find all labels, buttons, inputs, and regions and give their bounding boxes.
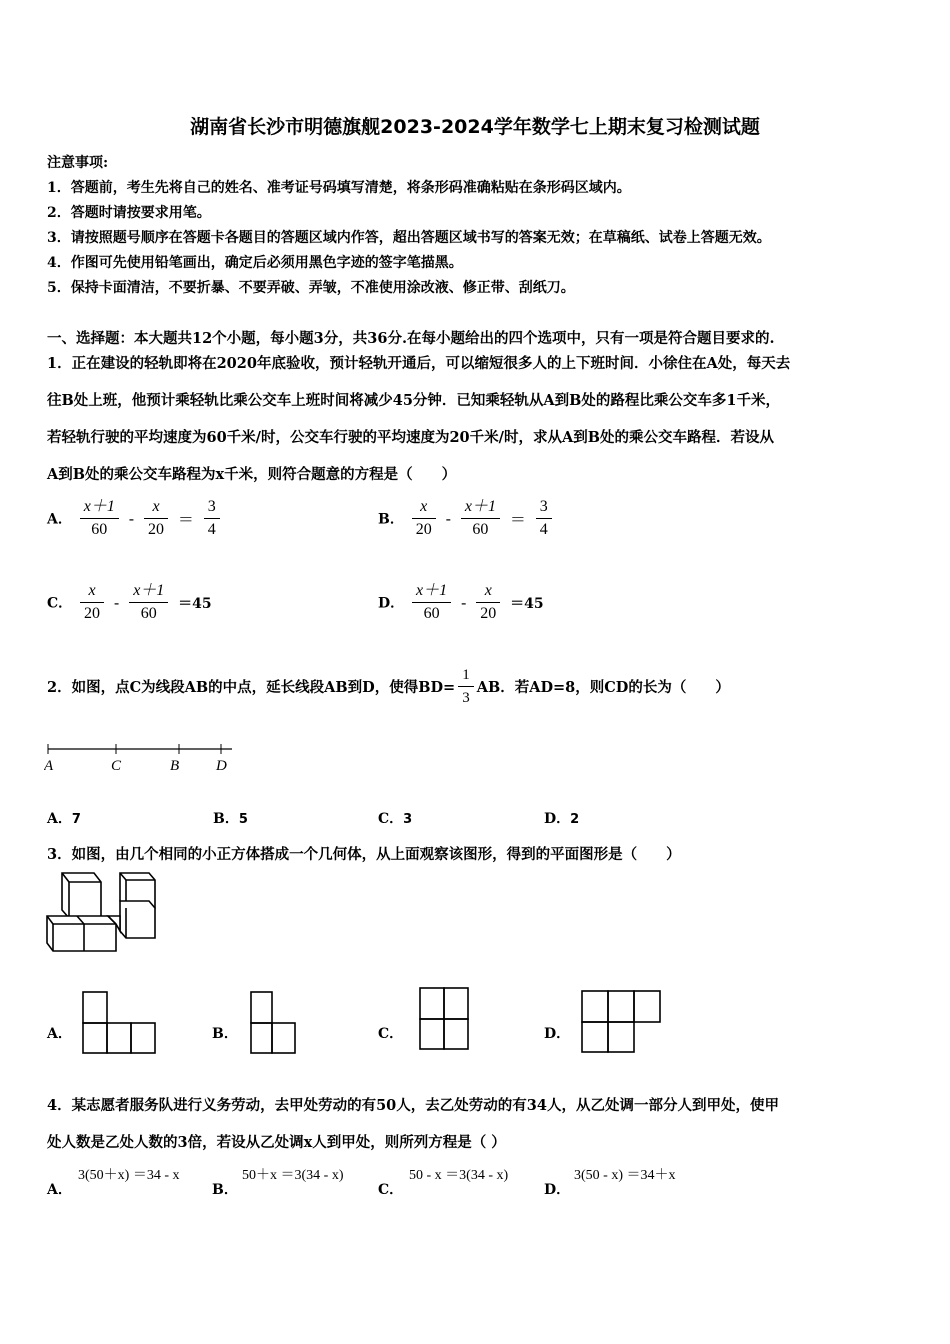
q4-option-d[interactable]: D． — [544, 1182, 571, 1198]
q1-option-c[interactable]: C． $\frac{x}{20}$ - $\frac{x+1}{60}$ ＝45 — [47, 580, 214, 625]
q3-option-b[interactable]: B． — [212, 1026, 238, 1042]
q1-line: 1．正在建设的轻轨即将在2020年底验收，预计轻轨开通后，可以缩短很多人的上下班时间．小徐住在A处，每天去 — [47, 355, 791, 372]
point-label-c: C — [111, 758, 122, 774]
fraction: $\frac{x+1}{60}$ — [412, 580, 451, 625]
q4-option-c-expr: 50 - x ＝3(34 - x) — [409, 1168, 509, 1183]
cube-figure — [46, 872, 158, 954]
q3-option-b-figure — [250, 991, 298, 1055]
notice-heading: 注意事项: — [47, 155, 109, 171]
segment-diagram — [44, 742, 244, 776]
fraction: $\frac{x+1}{60}$ — [80, 496, 119, 541]
q3-option-d[interactable]: D． — [544, 1026, 571, 1042]
q4-option-a[interactable]: A． — [47, 1182, 72, 1198]
fraction: $\frac{1}{3}$ — [458, 664, 474, 709]
notice-item: 5．保持卡面清洁，不要折暴、不要弄破、弄皱，不准使用涂改液、修正带、刮纸刀。 — [47, 280, 575, 296]
notice-item: 2．答题时请按要求用笔。 — [47, 205, 211, 221]
point-label-d: D — [216, 758, 227, 774]
q3-option-c[interactable]: C． — [378, 1026, 404, 1042]
q3-option-c-figure — [419, 987, 473, 1051]
q1-line: 往B处上班，他预计乘轻轨比乘公交车上班时间将减少45分钟．已知乘轻轨从A到B处的路程比乘公交车多1千米， — [47, 392, 781, 409]
q2-option-a[interactable]: A．7 — [47, 811, 81, 827]
point-label-a: A — [44, 758, 54, 774]
q4-option-b-expr: 50＋x ＝3(34 - x) — [242, 1168, 344, 1183]
point-label-b: B — [170, 758, 180, 774]
fraction: $\frac{x}{20}$ — [412, 496, 436, 541]
q3-option-a[interactable]: A． — [47, 1026, 72, 1042]
fraction: $\frac{3}{4}$ — [536, 496, 552, 541]
fraction: $\frac{x+1}{60}$ — [129, 580, 168, 625]
q1-option-d[interactable]: D． $\frac{x+1}{60}$ - $\frac{x}{20}$ ＝45 — [378, 580, 546, 625]
q3-option-a-figure — [82, 991, 158, 1055]
q3-option-d-figure — [581, 990, 663, 1054]
page-title: 湖南省长沙市明德旗舰2023-2024学年数学七上期末复习检测试题 — [190, 116, 760, 138]
q4-option-d-expr: 3(50 - x) ＝34＋x — [574, 1168, 676, 1183]
q1-line: 若轻轨行驶的平均速度为60千米/时，公交车行驶的平均速度为20千米/时，求从A到B处的乘公交车路程．若设从 — [47, 429, 774, 446]
q2-option-b[interactable]: B．5 — [213, 811, 248, 827]
q1-option-a[interactable]: A． $\frac{x+1}{60}$ - $\frac{x}{20}$ ＝ $\frac{3}{4}$ — [47, 496, 223, 541]
notice-item: 4．作图可先使用铅笔画出，确定后必须用黑色字迹的签字笔描黑。 — [47, 255, 463, 271]
notice-item: 1．答题前，考生先将自己的姓名、准考证号码填写清楚，将条形码准确粘贴在条形码区域内。 — [47, 180, 631, 196]
fraction: $\frac{3}{4}$ — [204, 496, 220, 541]
fraction: $\frac{x}{20}$ — [144, 496, 168, 541]
q1-line: A到B处的乘公交车路程为x千米，则符合题意的方程是（ ） — [47, 466, 457, 483]
q1-option-b[interactable]: B． $\frac{x}{20}$ - $\frac{x+1}{60}$ ＝ $\frac{3}{4}$ — [378, 496, 555, 541]
q4-option-c[interactable]: C． — [378, 1182, 404, 1198]
fraction: $\frac{x}{20}$ — [80, 580, 104, 625]
q2-text: 2．如图，点C为线段AB的中点，延长线段AB到D，使得BD= $\frac{1}{3}$ AB．若AD=8，则CD的长为（ ） — [47, 664, 903, 714]
q3-text: 3．如图，由几个相同的小正方体搭成一个几何体，从上面观察该图形，得到的平面图形是（ ） — [47, 846, 681, 863]
q4-line: 4．某志愿者服务队进行义务劳动，去甲处劳动的有50人，去乙处劳动的有34人，从乙处调一部分人到甲处，使甲 — [47, 1097, 779, 1114]
q4-option-a-expr: 3(50＋x) ＝34 - x — [78, 1168, 180, 1183]
fraction: $\frac{x}{20}$ — [476, 580, 500, 625]
q4-line: 处人数是乙处人数的3倍，若设从乙处调x人到甲处，则所列方程是（ ） — [47, 1134, 506, 1151]
fraction: $\frac{x+1}{60}$ — [461, 496, 500, 541]
q4-option-b[interactable]: B． — [212, 1182, 238, 1198]
q2-option-c[interactable]: C．3 — [378, 811, 413, 827]
notice-item: 3．请按照题号顺序在答题卡各题目的答题区域内作答，超出答题区域书写的答案无效；在草稿纸、试卷上答题无效。 — [47, 230, 771, 246]
q2-option-d[interactable]: D．2 — [544, 811, 580, 827]
section-heading: 一、选择题：本大题共12个小题，每小题3分，共36分.在每小题给出的四个选项中，只有一项是符合题目要求的. — [47, 330, 775, 347]
